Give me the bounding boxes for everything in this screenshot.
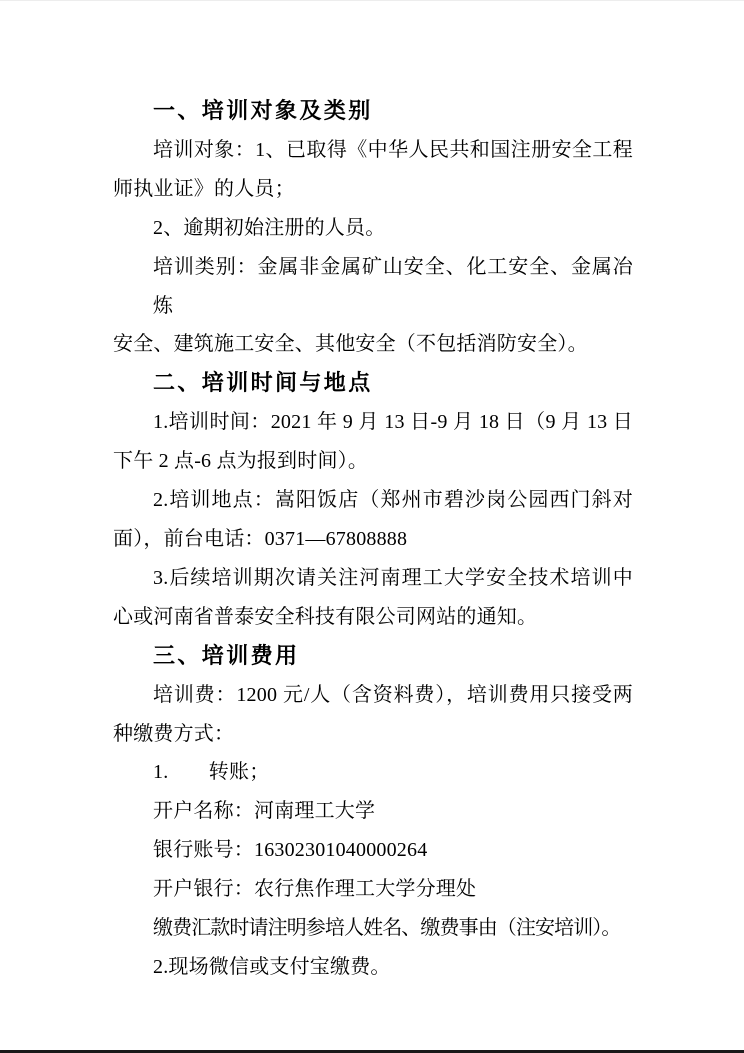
document-page [0,1,744,1053]
text-line: 银行账号：16302301040000264 [153,839,428,862]
text-line: 1.培训时间：2021 年 9 月 13 日-9 月 18 日（9 月 13 日 [153,411,633,434]
section-heading: 二、培训时间与地点 [153,370,373,396]
text-line: 3.后续培训期次请关注河南理工大学安全技术培训中 [153,566,633,589]
text-line: 安全、建筑施工安全、其他安全（不包括消防安全）。 [113,333,588,356]
text-line: 2.现场微信或支付宝缴费。 [153,955,391,978]
text-line: 培训费：1200 元/人（含资料费），培训费用只接受两 [153,683,633,706]
text-line: 1. 转账； [153,761,270,784]
text-line: 缴费汇款时请注明参培人姓名、缴费事由（注安培训）。 [153,917,621,940]
text-line: 2、逾期初始注册的人员。 [153,216,386,239]
text-line: 开户名称：河南理工大学 [153,800,376,823]
text-line: 2.培训地点：嵩阳饭店（郑州市碧沙岗公园西门斜对 [153,489,633,512]
section-heading: 三、培训费用 [153,642,300,668]
text-line: 培训类别：金属非金属矿山安全、化工安全、金属冶炼 [153,255,633,317]
section-heading: 一、培训对象及类别 [153,98,373,123]
text-line: 下午 2 点-6 点为报到时间）。 [113,450,369,473]
text-line: 种缴费方式： [113,722,235,745]
text-line: 师执业证》的人员； [113,177,295,200]
text-line: 培训对象：1、已取得《中华人民共和国注册安全工程 [153,138,633,161]
text-line: 面），前台电话：0371—67808888 [113,527,408,550]
text-line: 心或河南省普泰安全科技有限公司网站的通知。 [113,605,538,628]
document-body [113,92,633,987]
text-line: 开户银行：农行焦作理工大学分理处 [153,878,477,901]
